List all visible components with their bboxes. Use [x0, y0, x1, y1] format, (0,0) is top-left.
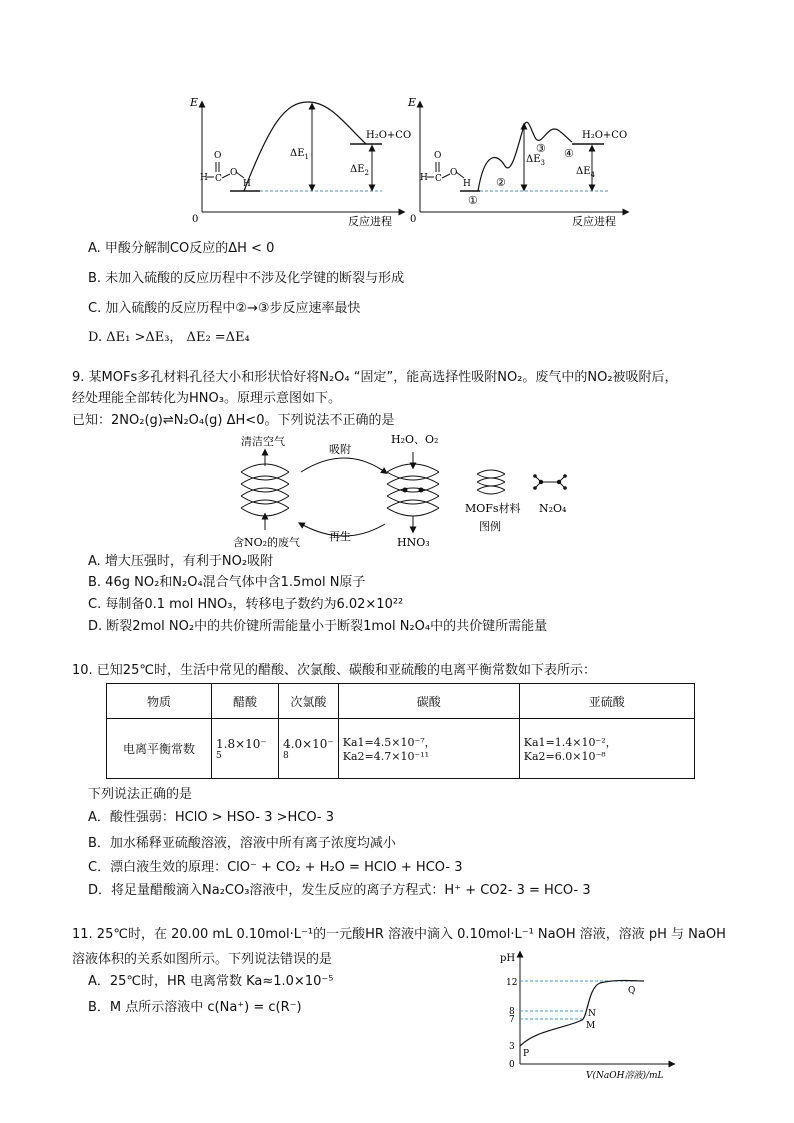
- svg-text:C: C: [435, 174, 442, 184]
- dE4-label: ΔE: [576, 166, 591, 177]
- svg-text:H: H: [243, 179, 251, 189]
- adsorb-label: 吸附: [329, 443, 351, 456]
- chart-xlabel: V(NaOH溶液)/mL: [586, 1071, 664, 1081]
- svg-text:H: H: [463, 179, 471, 189]
- q9-mofs-diagram: [225, 432, 585, 550]
- dE3-label: ΔE: [526, 154, 541, 165]
- q9-stem-line3: 已知：2NO₂(g)⇌N₂O₄(g) ΔH<0。下列说法不正确的是: [72, 413, 395, 428]
- point-n-label: N: [588, 1009, 596, 1019]
- clean-air-label: 清洁空气: [241, 435, 285, 448]
- table-row: [107, 719, 695, 779]
- sulfurous-ka-cell: Ka1=1.4×10⁻²，Ka2=6.0×10⁻⁸: [519, 719, 694, 779]
- q9-stem-line1: 9. 某MOFs多孔材料孔径大小和形状恰好将N₂O₄ “固定”，能高选择性吸附NO₂。废气中的NO₂被吸附后，: [72, 370, 678, 385]
- q10-stem: 10. 已知25℃时，生活中常见的醋酸、次氯酸、碳酸和亚硫酸的电离平衡常数如下表所示：: [72, 663, 596, 678]
- dE2-sub: 2: [364, 169, 369, 177]
- table-header: 醋酸: [212, 684, 279, 719]
- q11-stem-line1: 11. 25℃时，在 20.00 mL 0.10mol·L⁻¹的一元酸HR 溶液中滴入 0.10mol·L⁻¹ NaOH 溶液，溶液 pH 与 NaOH: [72, 927, 726, 942]
- dE4-sub: 4: [590, 171, 595, 179]
- legend-title: 图例: [479, 520, 501, 533]
- left-product: H₂O+CO: [366, 130, 412, 141]
- formic-acid-structure: [200, 151, 251, 189]
- right-origin: 0: [410, 214, 417, 225]
- left-origin: 0: [192, 214, 199, 225]
- chart-ylabel: pH: [500, 953, 516, 964]
- ytick-8: 8: [509, 1007, 515, 1017]
- table-header: 亚硫酸: [519, 684, 694, 719]
- svg-text:O: O: [230, 168, 238, 178]
- dE1-label: ΔE: [290, 148, 305, 159]
- svg-text:C: C: [215, 174, 222, 184]
- regen-label: 再生: [329, 530, 351, 543]
- ytick-0: 0: [509, 1060, 515, 1070]
- acetic-ka-line2: 5: [216, 750, 222, 761]
- dE3-sub: 3: [540, 159, 545, 167]
- table-header: 物质: [107, 684, 212, 719]
- svg-text:H: H: [420, 173, 428, 183]
- table-header: 次氯酸: [279, 684, 339, 719]
- step-2-label: ②: [496, 176, 506, 189]
- hclo-ka-line1: 4.0×10⁻: [283, 736, 334, 751]
- q8-diagram-right: [407, 96, 627, 228]
- legend-mofs-icon: [477, 470, 505, 494]
- ytick-12: 12: [506, 978, 518, 988]
- svg-text:O: O: [450, 168, 458, 178]
- point-m-label: M: [586, 1021, 596, 1031]
- left-axis-y: E: [190, 96, 199, 109]
- formic-acid-structure-2: [420, 151, 471, 189]
- q8-option-c: C. 加入硫酸的反应历程中②→③步反应速率最快: [88, 301, 361, 316]
- legend-n2o4-icon: [533, 474, 567, 490]
- q10-ka-table: [106, 683, 695, 779]
- point-q-label: Q: [628, 986, 636, 996]
- mofs-lattice-right: [387, 464, 439, 516]
- ytick-7: 7: [509, 1015, 515, 1025]
- h2o-o2-label: H₂O、O₂: [391, 433, 439, 446]
- svg-text:ΔE3: [526, 154, 545, 167]
- svg-text:ΔE4: [576, 166, 596, 179]
- q8-option-b: B. 未加入硫酸的反应历程中不涉及化学键的断裂与形成: [88, 271, 405, 286]
- ytick-3: 3: [509, 1042, 515, 1052]
- hno3-label: HNO₃: [397, 536, 430, 549]
- right-axis-y: E: [408, 96, 417, 109]
- q8-option-a: A. 甲酸分解制CO反应的ΔH < 0: [88, 241, 275, 256]
- q8-energy-diagrams: [180, 94, 630, 230]
- q11-option-a: A．25℃时，HR 电离常数 Ka≈1.0×10⁻⁵: [88, 974, 334, 989]
- q8-option-d: D. ΔE₁ >ΔE₃， ΔE₂ =ΔE₄: [88, 330, 250, 345]
- q11-option-b: B．M 点所示溶液中 c(Na⁺) = c(R⁻): [88, 1000, 302, 1015]
- q9-option-b: B. 46g NO₂和N₂O₄混合气体中含1.5mol N原子: [88, 575, 366, 590]
- step-4-label: ④: [564, 147, 574, 160]
- q10-option-b: B．加水稀释亚硫酸溶液，溶液中所有离子浓度均减小: [88, 836, 396, 851]
- svg-text:O: O: [434, 151, 442, 161]
- svg-text:H: H: [200, 173, 208, 183]
- q8-diagram-left: [189, 96, 411, 228]
- acetic-ka-cell: [212, 719, 279, 779]
- right-axis-x: 反应进程: [572, 215, 616, 228]
- q11-titration-curve: [496, 948, 676, 1083]
- carbonic-ka-cell: Ka1=4.5×10⁻⁷，Ka2=4.7×10⁻¹¹: [338, 719, 519, 779]
- point-p-label: P: [523, 1049, 530, 1059]
- q10-option-c: C．漂白液生效的原理：ClO⁻ + CO₂ + H₂O = HClO + HCO- 3: [88, 860, 463, 875]
- left-axis-x: 反应进程: [348, 215, 392, 228]
- q10-option-d: D．将足量醋酸滴入Na₂CO₃溶液中，发生反应的离子方程式：H⁺ + CO2- 3 = HCO- 3: [88, 883, 591, 898]
- q9-stem-line2: 经处理能全部转化为HNO₃。原理示意图如下。: [72, 391, 341, 406]
- legend-mofs-label: MOFs材料: [465, 502, 521, 515]
- dE1-sub: 1: [304, 153, 309, 161]
- table-header: 碳酸: [338, 684, 519, 719]
- q9-option-d: D. 断裂2mol NO₂中的共价键所需能量小于断裂1mol N₂O₄中的共价键所需能量: [88, 619, 548, 634]
- waste-gas-label: 含NO₂的废气: [233, 536, 301, 549]
- svg-text:O: O: [214, 151, 222, 161]
- q11-stem-line2: 溶液体积的关系如图所示。下列说法错误的是: [72, 952, 333, 967]
- hclo-ka-line2: 8: [283, 750, 289, 761]
- acetic-ka-line1: 1.8×10⁻: [216, 736, 267, 751]
- q9-option-c: C. 每制备0.1 mol HNO₃，转移电子数约为6.02×10²²: [88, 597, 404, 612]
- svg-text:ΔE2: [350, 164, 369, 177]
- q9-option-a: A. 增大压强时，有利于NO₂吸附: [88, 554, 274, 569]
- svg-text:ΔE1: [290, 148, 309, 161]
- step-3-label: ③: [536, 142, 546, 155]
- dE2-label: ΔE: [350, 164, 365, 175]
- q10-lead: 下列说法正确的是: [88, 787, 193, 802]
- right-product: H₂O+CO: [582, 130, 628, 141]
- hclo-ka-cell: [279, 719, 339, 779]
- table-header-row: [107, 684, 695, 719]
- mofs-lattice-left: [241, 464, 289, 516]
- row-label: 电离平衡常数: [107, 719, 212, 779]
- step-1-label: ①: [468, 194, 478, 207]
- legend-n2o4-label: N₂O₄: [539, 502, 567, 515]
- q10-option-a: A．酸性强弱：HClO > HSO- 3 >HCO- 3: [88, 810, 335, 825]
